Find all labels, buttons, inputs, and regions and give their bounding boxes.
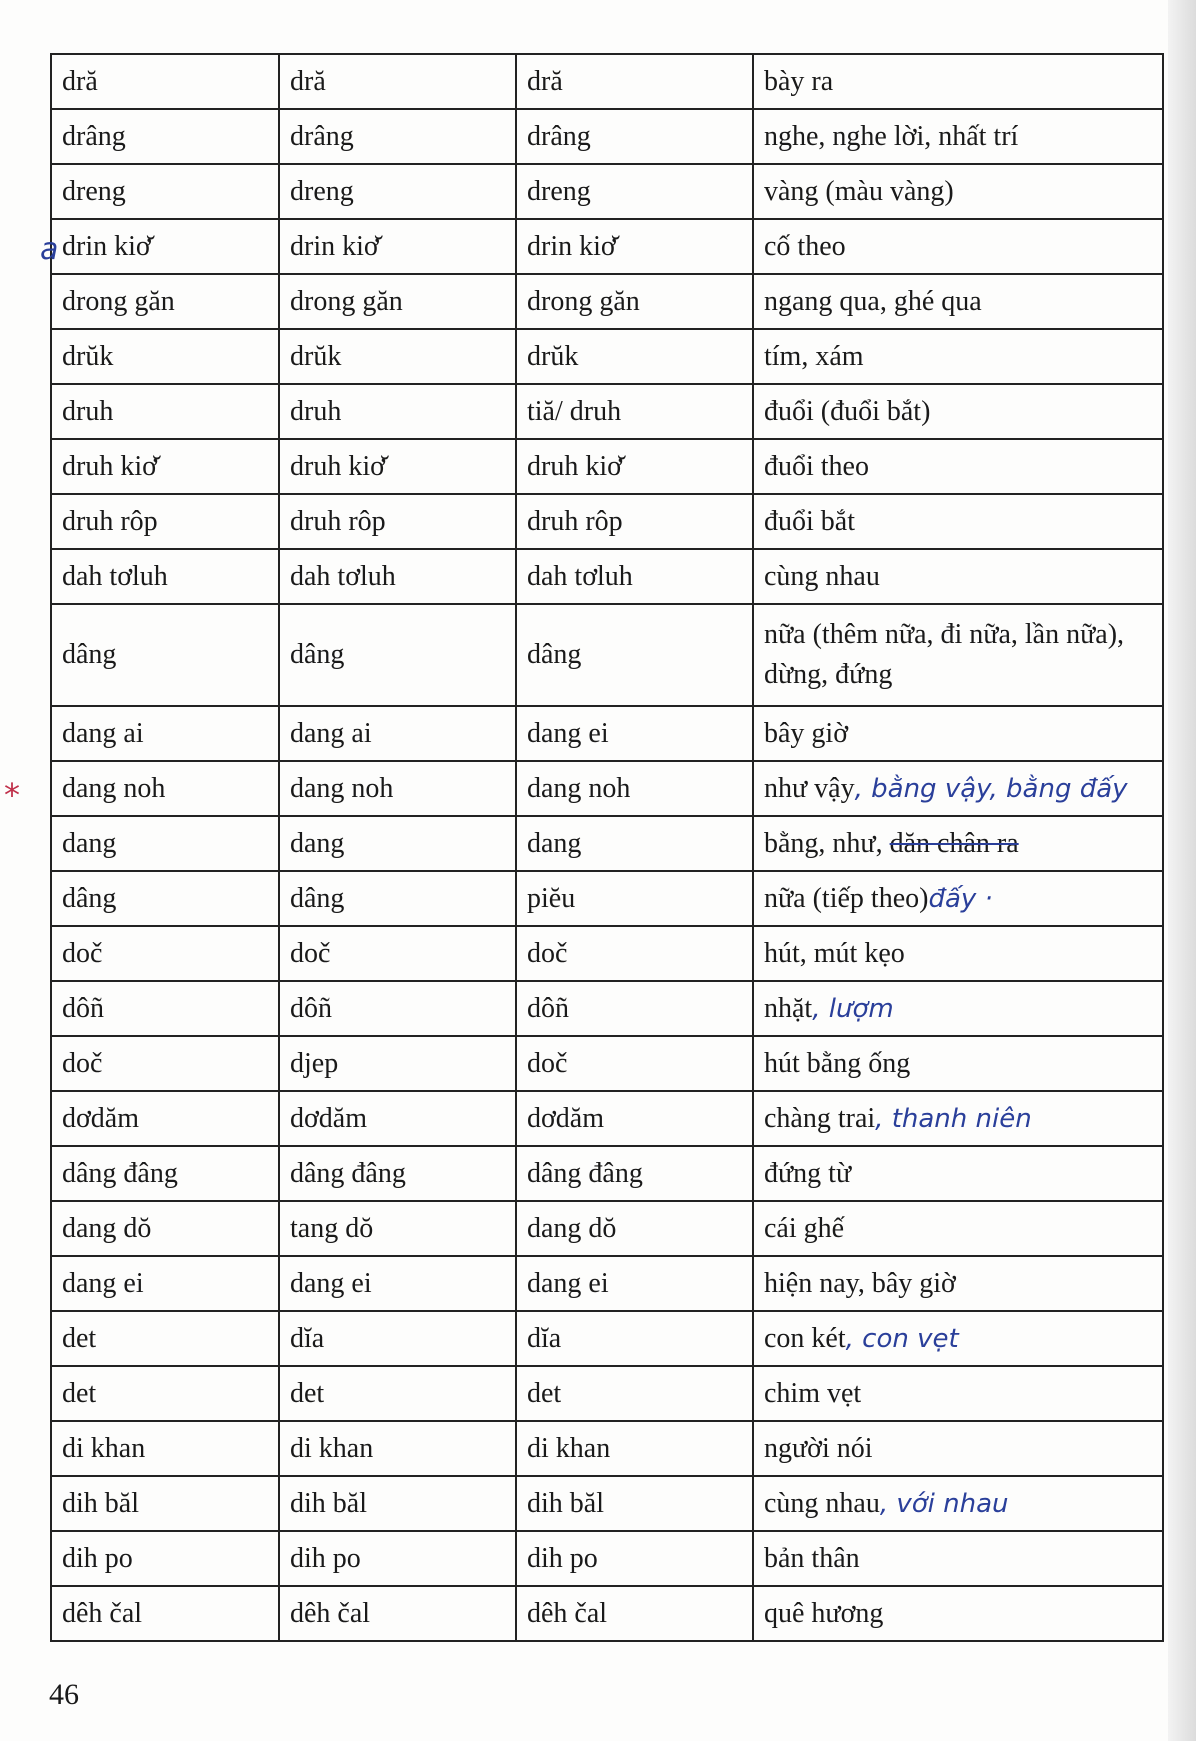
cell-text: dih băl	[290, 1487, 367, 1519]
cell-text: doč	[527, 1047, 568, 1079]
cell-text: dâng	[62, 639, 117, 670]
table-cell-col1	[51, 164, 279, 219]
table-cell-col4	[753, 439, 1163, 494]
table-cell-col1	[51, 871, 279, 926]
cell-text: druh kiơ̆	[527, 450, 622, 482]
table-cell-col2	[279, 1311, 516, 1366]
table-cell-col2	[279, 1421, 516, 1476]
cell-text: det	[527, 1377, 562, 1409]
table-cell-col1	[51, 329, 279, 384]
cell-text: dang	[527, 827, 582, 859]
cell-text: ngang qua, ghé qua	[764, 285, 982, 317]
cell-text: cùng nhau	[764, 1487, 880, 1519]
cell-text: chàng trai	[764, 1102, 876, 1134]
table-cell-col3	[516, 761, 753, 816]
handwritten-note: , con vẹt	[845, 1323, 959, 1354]
cell-text: dah tơluh	[290, 560, 396, 592]
table-cell-col1	[51, 926, 279, 981]
cell-text: dĭa	[527, 1322, 562, 1354]
table-cell-col3	[516, 109, 753, 164]
table-cell-col2	[279, 1146, 516, 1201]
table-cell-col1	[51, 1531, 279, 1586]
table-cell-col1	[51, 706, 279, 761]
table-row	[51, 871, 1163, 926]
table-row	[51, 384, 1163, 439]
struck-text: dăn chân ra	[889, 827, 1019, 859]
cell-text: doč	[527, 937, 568, 969]
table-row	[51, 706, 1163, 761]
table-cell-col2	[279, 604, 516, 706]
cell-text: druh rôp	[62, 505, 158, 537]
table-cell-col4	[753, 549, 1163, 604]
table-cell-col3	[516, 1586, 753, 1641]
table-cell-col2	[279, 1476, 516, 1531]
cell-text: drong găn	[62, 285, 175, 317]
table-cell-col1	[51, 494, 279, 549]
cell-text: dơdăm	[527, 1102, 605, 1134]
cell-text: dêh čal	[62, 1597, 143, 1629]
table-row	[51, 1421, 1163, 1476]
cell-text: nữa (tiếp theo)	[764, 882, 929, 914]
table-cell-col4	[753, 1476, 1163, 1531]
table-cell-col3	[516, 549, 753, 604]
cell-text: dah tơluh	[527, 560, 633, 592]
cell-text: nhặt	[764, 992, 813, 1024]
cell-text: djep	[290, 1047, 339, 1079]
cell-text: drong găn	[290, 285, 403, 317]
table-cell-col3	[516, 1476, 753, 1531]
table-cell-col4	[753, 1036, 1163, 1091]
table-row	[51, 274, 1163, 329]
table-cell-col3	[516, 926, 753, 981]
table-cell-col3	[516, 54, 753, 109]
table-cell-col1	[51, 816, 279, 871]
table-cell-col2	[279, 981, 516, 1036]
cell-text: dôñ	[62, 992, 104, 1024]
dictionary-table-body	[51, 54, 1163, 1641]
cell-text: đuổi (đuổi bắt)	[764, 395, 931, 427]
table-cell-col3	[516, 1311, 753, 1366]
table-cell-col3	[516, 219, 753, 274]
table-cell-col2	[279, 1256, 516, 1311]
table-cell-col3	[516, 706, 753, 761]
cell-text: dang noh	[290, 772, 394, 804]
table-cell-col3	[516, 439, 753, 494]
table-cell-col2	[279, 1366, 516, 1421]
cell-text: drin kiơ̆	[527, 230, 616, 262]
table-row	[51, 761, 1163, 816]
cell-text: dang	[62, 827, 117, 859]
cell-text: dih băl	[527, 1487, 604, 1519]
table-cell-col1	[51, 219, 279, 274]
cell-text: piĕu	[527, 882, 576, 914]
table-row	[51, 549, 1163, 604]
table-cell-col1	[51, 549, 279, 604]
cell-text: drŭk	[290, 340, 342, 372]
table-cell-col2	[279, 871, 516, 926]
cell-text: dôñ	[527, 992, 569, 1024]
table-cell-col1	[51, 981, 279, 1036]
cell-text: doč	[62, 1047, 103, 1079]
table-cell-col4	[753, 1091, 1163, 1146]
table-cell-col1	[51, 1201, 279, 1256]
cell-text: dang ei	[527, 717, 609, 749]
cell-text: druh rôp	[290, 505, 386, 537]
table-cell-col3	[516, 1421, 753, 1476]
table-cell-col3	[516, 1146, 753, 1201]
table-cell-col2	[279, 54, 516, 109]
cell-text: drâng	[527, 120, 591, 152]
cell-text: dreng	[527, 175, 591, 207]
cell-text: dreng	[290, 175, 354, 207]
table-cell-col1	[51, 439, 279, 494]
cell-text: dah tơluh	[62, 560, 168, 592]
cell-text: dang ai	[290, 717, 372, 749]
cell-text: hút, mút kẹo	[764, 937, 905, 969]
cell-text: bây giờ	[764, 717, 849, 749]
cell-text: dơdăm	[62, 1102, 140, 1134]
table-cell-col2	[279, 706, 516, 761]
cell-text: druh rôp	[527, 505, 623, 537]
cell-text: dang dŏ	[62, 1212, 152, 1244]
cell-text: dôñ	[290, 992, 332, 1024]
handwritten-note: đấy ·	[928, 883, 993, 914]
table-cell-col1	[51, 1091, 279, 1146]
cell-text: drin kiơ̆	[62, 230, 151, 262]
table-cell-col1	[51, 1421, 279, 1476]
table-row	[51, 1201, 1163, 1256]
cell-text: dang	[290, 827, 345, 859]
table-cell-col3	[516, 274, 753, 329]
cell-text: drŭk	[527, 340, 579, 372]
table-cell-col3	[516, 604, 753, 706]
cell-text: dâng đâng	[527, 1157, 643, 1189]
cell-text: quê hương	[764, 1597, 884, 1629]
table-cell-col1	[51, 1586, 279, 1641]
table-cell-col4	[753, 274, 1163, 329]
cell-text: dâng đâng	[62, 1157, 178, 1189]
table-row	[51, 1366, 1163, 1421]
table-row	[51, 109, 1163, 164]
cell-text: bản thân	[764, 1542, 860, 1574]
dictionary-table	[50, 53, 1164, 1642]
cell-text: chim vẹt	[764, 1377, 862, 1409]
cell-text: cố theo	[764, 230, 846, 262]
table-cell-col3	[516, 1531, 753, 1586]
table-cell-col1	[51, 274, 279, 329]
cell-text: det	[62, 1377, 97, 1409]
cell-text: di khan	[527, 1432, 611, 1464]
table-cell-col2	[279, 926, 516, 981]
cell-text: dâng đâng	[290, 1157, 406, 1189]
cell-text: dang ei	[290, 1267, 372, 1299]
table-cell-col2	[279, 219, 516, 274]
table-row	[51, 1476, 1163, 1531]
cell-text: nữa (thêm nữa, đi nữa, lần nữa), dừng, đứng	[764, 619, 1125, 690]
table-cell-col3	[516, 384, 753, 439]
table-cell-col4	[753, 706, 1163, 761]
cell-text: drŭk	[62, 340, 114, 372]
table-cell-col2	[279, 274, 516, 329]
cell-text: dâng	[290, 639, 345, 670]
handwritten-note: , thanh niên	[875, 1103, 1032, 1134]
cell-text: dơdăm	[290, 1102, 368, 1134]
cell-text: druh	[62, 395, 114, 427]
cell-text: dang dŏ	[527, 1212, 617, 1244]
cell-text: đuổi theo	[764, 450, 869, 482]
table-cell-col1	[51, 54, 279, 109]
cell-text: con két	[764, 1322, 846, 1354]
cell-text: cùng nhau	[764, 560, 880, 592]
table-cell-col4	[753, 494, 1163, 549]
page-number: 46	[49, 1678, 79, 1711]
table-cell-col2	[279, 1586, 516, 1641]
cell-text: dang noh	[527, 772, 631, 804]
table-cell-col2	[279, 384, 516, 439]
table-row	[51, 1586, 1163, 1641]
cell-text: dră	[62, 65, 98, 97]
table-cell-col4	[753, 1366, 1163, 1421]
table-cell-col2	[279, 761, 516, 816]
cell-text: dâng	[527, 639, 582, 670]
table-cell-col4	[753, 1201, 1163, 1256]
table-cell-col4	[753, 1311, 1163, 1366]
table-row	[51, 604, 1163, 706]
cell-text: tím, xám	[764, 340, 864, 372]
table-cell-col4	[753, 54, 1163, 109]
table-cell-col1	[51, 109, 279, 164]
cell-text: druh	[290, 395, 342, 427]
table-cell-col3	[516, 1366, 753, 1421]
table-cell-col4	[753, 1146, 1163, 1201]
cell-text: dih po	[62, 1542, 133, 1574]
cell-text: dang ai	[62, 717, 144, 749]
table-cell-col2	[279, 816, 516, 871]
cell-text: tang dŏ	[290, 1212, 374, 1244]
cell-text: dih po	[290, 1542, 361, 1574]
cell-text: druh kiơ̆	[62, 450, 157, 482]
cell-text: dih băl	[62, 1487, 139, 1519]
table-cell-col1	[51, 1146, 279, 1201]
cell-text: dêh čal	[290, 1597, 371, 1629]
cell-text: dĭa	[290, 1322, 325, 1354]
table-row	[51, 219, 1163, 274]
table-cell-col4	[753, 1531, 1163, 1586]
cell-text: druh kiơ̆	[290, 450, 385, 482]
cell-text: det	[290, 1377, 325, 1409]
table-row	[51, 1091, 1163, 1146]
margin-mark-star: *	[4, 776, 20, 814]
table-cell-col4	[753, 1421, 1163, 1476]
cell-text: đứng từ	[764, 1157, 852, 1189]
cell-text: cái ghế	[764, 1212, 845, 1244]
cell-text: dih po	[527, 1542, 598, 1574]
table-cell-col4	[753, 604, 1163, 706]
table-row	[51, 816, 1163, 871]
cell-text: như vậy	[764, 772, 855, 804]
table-cell-col4	[753, 219, 1163, 274]
table-cell-col1	[51, 1036, 279, 1091]
table-cell-col4	[753, 816, 1163, 871]
cell-text: di khan	[290, 1432, 374, 1464]
cell-text: nghe, nghe lời, nhất trí	[764, 120, 1019, 152]
cell-text: bằng, như,	[764, 827, 883, 859]
table-cell-col1	[51, 1311, 279, 1366]
cell-text: vàng (màu vàng)	[764, 175, 954, 207]
table-cell-col3	[516, 329, 753, 384]
table-cell-col2	[279, 109, 516, 164]
cell-text: dang ei	[62, 1267, 144, 1299]
table-cell-col2	[279, 1531, 516, 1586]
cell-text: doč	[290, 937, 331, 969]
table-cell-col4	[753, 329, 1163, 384]
table-cell-col3	[516, 816, 753, 871]
cell-text: hút bằng ống	[764, 1047, 911, 1079]
table-cell-col2	[279, 439, 516, 494]
margin-mark-a: a	[40, 232, 59, 267]
cell-text: người nói	[764, 1432, 873, 1464]
table-cell-col3	[516, 494, 753, 549]
cell-text: drin kiơ̆	[290, 230, 379, 262]
cell-text: drong găn	[527, 285, 640, 317]
table-cell-col3	[516, 871, 753, 926]
table-cell-col4	[753, 871, 1163, 926]
handwritten-note: , lượm	[812, 993, 894, 1024]
table-cell-col4	[753, 384, 1163, 439]
table-cell-col3	[516, 1036, 753, 1091]
cell-text: tiă/ druh	[527, 395, 622, 427]
table-row	[51, 54, 1163, 109]
table-row	[51, 1256, 1163, 1311]
table-row	[51, 1531, 1163, 1586]
cell-text: drâng	[290, 120, 354, 152]
table-cell-col1	[51, 604, 279, 706]
table-cell-col2	[279, 1036, 516, 1091]
table-cell-col4	[753, 109, 1163, 164]
table-cell-col2	[279, 1091, 516, 1146]
table-row	[51, 1036, 1163, 1091]
cell-text: bày ra	[764, 65, 834, 97]
cell-text: dang ei	[527, 1267, 609, 1299]
table-cell-col2	[279, 329, 516, 384]
table-cell-col1	[51, 1476, 279, 1531]
table-cell-col4	[753, 1256, 1163, 1311]
table-cell-col3	[516, 1091, 753, 1146]
table-cell-col1	[51, 384, 279, 439]
table-cell-col3	[516, 981, 753, 1036]
table-row	[51, 981, 1163, 1036]
cell-text: dâng	[290, 882, 345, 914]
table-cell-col2	[279, 549, 516, 604]
table-row	[51, 1311, 1163, 1366]
table-row	[51, 1146, 1163, 1201]
table-cell-col2	[279, 164, 516, 219]
cell-text: di khan	[62, 1432, 146, 1464]
page-edge-shadow	[1168, 0, 1196, 1741]
table-cell-col1	[51, 761, 279, 816]
cell-text: hiện nay, bây giờ	[764, 1267, 956, 1299]
table-cell-col2	[279, 1201, 516, 1256]
handwritten-note: , với nhau	[879, 1488, 1009, 1519]
cell-text: drâng	[62, 120, 126, 152]
table-cell-col4	[753, 1586, 1163, 1641]
table-row	[51, 329, 1163, 384]
table-row	[51, 439, 1163, 494]
table-cell-col4	[753, 981, 1163, 1036]
table-cell-col2	[279, 494, 516, 549]
handwritten-note: , bằng vậy, bằng đấy	[854, 773, 1128, 804]
cell-text: đuổi bắt	[764, 505, 855, 537]
table-cell-col4	[753, 761, 1163, 816]
cell-text: dang noh	[62, 772, 166, 804]
table-cell-col4	[753, 164, 1163, 219]
table-cell-col3	[516, 1256, 753, 1311]
table-row	[51, 164, 1163, 219]
cell-text: dră	[290, 65, 326, 97]
cell-text: dêh čal	[527, 1597, 608, 1629]
table-cell-col3	[516, 164, 753, 219]
table-cell-col3	[516, 1201, 753, 1256]
cell-text: dâng	[62, 882, 117, 914]
cell-text: doč	[62, 937, 103, 969]
table-row	[51, 926, 1163, 981]
cell-text: det	[62, 1322, 97, 1354]
table-row	[51, 494, 1163, 549]
table-cell-col4	[753, 926, 1163, 981]
table-cell-col1	[51, 1366, 279, 1421]
cell-text: dră	[527, 65, 563, 97]
cell-text: dreng	[62, 175, 126, 207]
table-cell-col1	[51, 1256, 279, 1311]
